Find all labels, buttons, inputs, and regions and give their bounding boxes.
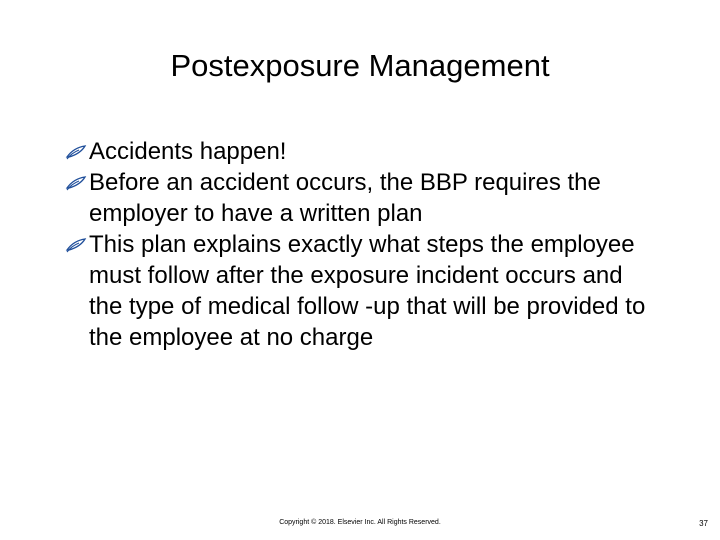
bullet-text: Accidents happen! xyxy=(89,138,287,165)
bullet-item xyxy=(60,136,660,167)
slide-title: Postexposure Management xyxy=(170,48,550,83)
footer-copyright: Copyright © 2018. Elsevier Inc. All Rights Reserved. xyxy=(279,519,441,526)
leaf-swirl-icon xyxy=(65,144,87,160)
bullet-list xyxy=(60,136,660,353)
bullet-item xyxy=(60,229,660,353)
slide-number: 37 xyxy=(699,519,708,528)
leaf-swirl-icon xyxy=(65,175,87,191)
bullet-text: Before an accident occurs, the BBP requires the employer to have a written plan xyxy=(89,169,601,227)
leaf-swirl-icon xyxy=(65,237,87,253)
bullet-text: This plan explains exactly what steps the employee must follow after the exposure incident occurs and the type of medical follow -up that will be provided to the employee at no charge xyxy=(89,231,646,351)
bullet-item xyxy=(60,167,660,229)
